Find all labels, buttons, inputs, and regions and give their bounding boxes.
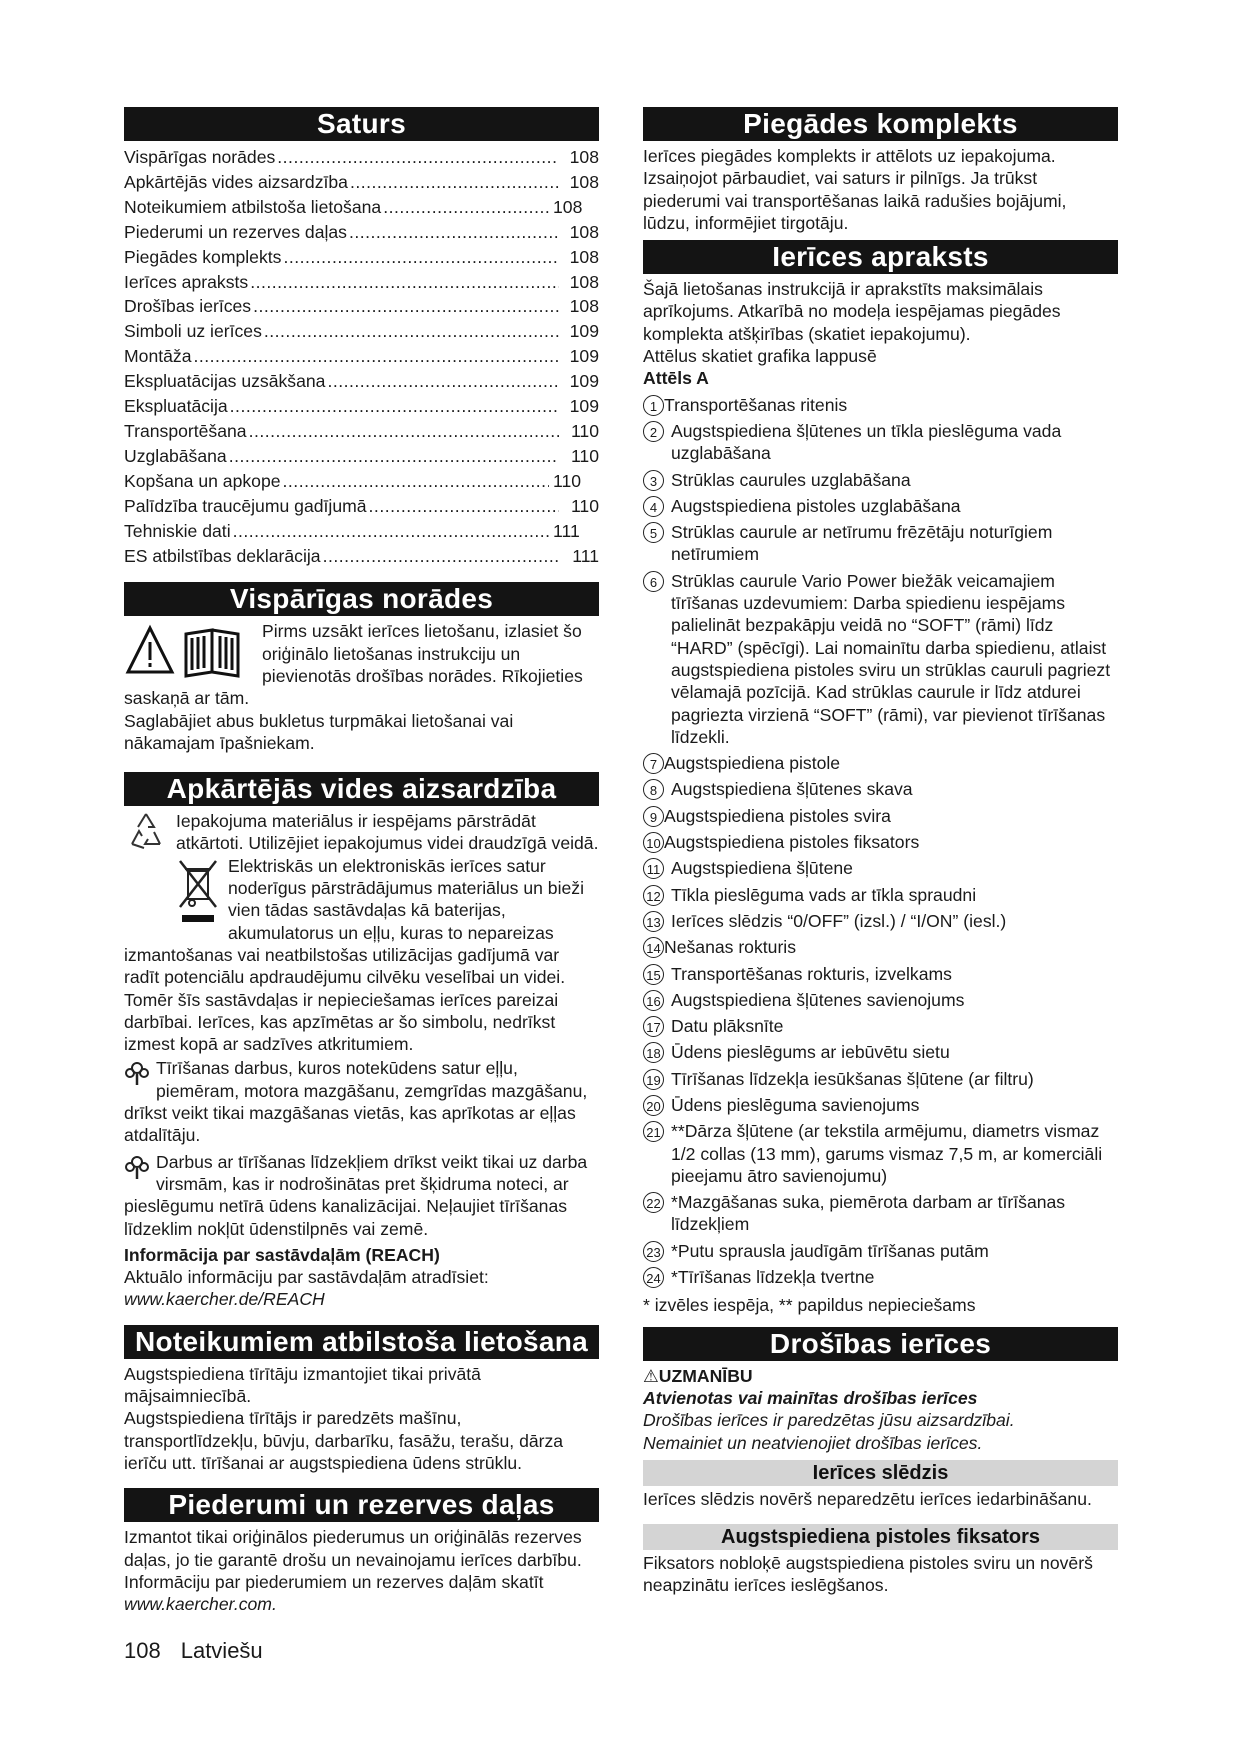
- toc-entry-label: Kopšana un apkope: [124, 470, 281, 491]
- toc-leader-dots: [249, 419, 559, 444]
- left-column: [124, 107, 599, 1615]
- item-number-badge: 1: [643, 395, 664, 416]
- lock-text: Fiksators nobloķē augstspiediena pistoles sviru un novērš neapzinātu ierīces ieslēgšanos.: [643, 1553, 1093, 1596]
- component-list-item: [643, 1094, 1118, 1116]
- figure-label: Attēls A: [643, 368, 709, 389]
- item-number-badge: 21: [643, 1121, 664, 1142]
- toc-entry-label: Montāža: [124, 346, 192, 367]
- lock-heading: Augstspiediena pistoles fiksators: [643, 1524, 1118, 1550]
- component-list-item: [643, 910, 1118, 932]
- item-number-badge: 4: [643, 496, 664, 517]
- reach-title: Informācija par sastāvdaļām (REACH): [124, 1244, 440, 1265]
- toc-entry-page: 110: [570, 420, 599, 441]
- accessories-text-1: Izmantot tikai oriģinālos piederumus un oriģinālās rezerves daļas, jo tie garantē drošu un nevainojamu ierīces darbību.: [124, 1527, 582, 1570]
- caution-text: UZMANĪBU: [658, 1365, 753, 1386]
- item-text: Datu plāksnīte: [671, 1016, 784, 1037]
- item-number-badge: 15: [643, 964, 664, 985]
- toc-entry-page: 110: [570, 495, 599, 516]
- toc-heading: Saturs: [124, 107, 599, 141]
- item-text: Ūdens pieslēgums ar iebūvētu sietu: [671, 1042, 950, 1063]
- accessories-heading: Piederumi un rezerves daļas: [124, 1488, 599, 1522]
- item-number-badge: 12: [643, 885, 664, 906]
- description-heading: Ierīces apraksts: [643, 240, 1118, 274]
- weee-block: [124, 855, 599, 1056]
- component-list-item: [643, 1191, 1118, 1236]
- component-list-item: [643, 1015, 1118, 1037]
- environment-info-icon: [124, 1059, 150, 1092]
- component-list-item: [643, 884, 1118, 906]
- item-number-badge: 18: [643, 1042, 664, 1063]
- toc-entry-page: 110: [570, 445, 599, 466]
- item-text: Augstspiediena pistoles fiksators: [664, 832, 920, 853]
- toc-entry-label: Ekspluatācijas uzsākšana: [124, 371, 326, 392]
- page-footer: [124, 1638, 263, 1664]
- toc-entry-label: Palīdzība traucējumu gadījumā: [124, 495, 367, 516]
- item-number-badge: 23: [643, 1241, 664, 1262]
- reach-text: Aktuālo informāciju par sastāvdaļām atradīsiet:: [124, 1267, 489, 1288]
- toc-entry-label: Uzglabāšana: [124, 445, 227, 466]
- warning-text-2: Nemainiet un neatvienojiet drošības ierīces.: [643, 1432, 983, 1453]
- table-of-contents: [124, 145, 599, 568]
- toc-leader-dots: [229, 444, 559, 469]
- component-list: [643, 394, 1118, 1289]
- item-number-badge: 17: [643, 1016, 664, 1037]
- item-number-badge: 10: [643, 832, 664, 853]
- item-number-badge: 16: [643, 990, 664, 1011]
- toc-leader-dots: [369, 494, 559, 519]
- toc-entry[interactable]: [124, 544, 599, 569]
- toc-leader-dots: [253, 294, 559, 319]
- item-number-badge: 14: [643, 937, 664, 958]
- component-list-item: [643, 936, 1118, 958]
- item-text: Ūdens pieslēguma savienojums: [671, 1094, 920, 1115]
- toc-entry-page: 108: [569, 171, 599, 192]
- item-text: Augstspiediena pistole: [664, 753, 841, 774]
- footnote: * izvēles iespēja, ** papildus nepieciešams: [643, 1295, 976, 1316]
- safety-heading: Drošības ierīces: [643, 1327, 1118, 1361]
- toc-leader-dots: [383, 195, 549, 220]
- component-list-item: [643, 805, 1118, 827]
- toc-entry[interactable]: [124, 145, 599, 170]
- component-list-item: [643, 1068, 1118, 1090]
- environment-section: [124, 810, 599, 1311]
- toc-entry[interactable]: [124, 245, 599, 270]
- switch-heading: Ierīces slēdzis: [643, 1460, 1118, 1486]
- item-number-badge: 22: [643, 1192, 664, 1213]
- toc-entry-label: Tehniskie dati: [124, 520, 231, 541]
- warning-title: Atvienotas vai mainītas drošības ierīces: [643, 1387, 978, 1408]
- toc-entry-page: 109: [569, 321, 599, 342]
- component-list-item: [643, 570, 1118, 748]
- item-text: Strūklas caurule ar netīrumu frēzētāju noturīgiem netīrumiem: [671, 522, 1053, 565]
- recycling-icon: [124, 810, 168, 857]
- oil-text: Tīrīšanas darbus, kuros notekūdens satur eļļu, piemēram, motora mazgāšanu, zemgrīdas mazgāšanu, drīkst veikt tikai mazgāšanas vietās, kas aprīkotas ar eļļas atdalītāju.: [124, 1058, 588, 1146]
- item-text: Tīkla pieslēguma vads ar tīkla spraudni: [671, 884, 977, 905]
- toc-leader-dots: [230, 394, 559, 419]
- item-text: Augstspiediena šļūtene: [671, 858, 853, 879]
- toc-entry-page: 108: [569, 271, 599, 292]
- toc-entry-page: 110: [553, 470, 582, 491]
- environment-heading: Apkārtējās vides aizsardzība: [124, 772, 599, 806]
- toc-entry[interactable]: [124, 270, 599, 295]
- component-list-item: [643, 778, 1118, 800]
- toc-entry[interactable]: [124, 294, 599, 319]
- cleaner-block: [124, 1151, 599, 1240]
- item-text: Strūklas caurules uzglabāšana: [671, 469, 911, 490]
- item-number-badge: 5: [643, 522, 664, 543]
- weee-text: Elektriskās un elektroniskās ierīces satur noderīgus pārstrādājumus materiālus un bieži vien tādas sastāvdaļas kā baterijas, akumulatorus un eļļu, kuras to nepareizas izmantošanas vai neatbilstošas utilizācijas gadījumā var radīt potenciālu apdraudējumu cilvēku veselībai un videi. Tomēr šīs sastāvdaļas ir nepieciešamas ierīces pareizai darbībai. Ierīces, kas apzīmētas ar šo simbolu, nedrīkst izmest kopā ar sadzīves atkritumiem.: [124, 855, 584, 1055]
- toc-leader-dots: [250, 270, 559, 295]
- component-list-item: [643, 1120, 1118, 1187]
- warning-text-1: Drošības ierīces ir paredzētas jūsu aizsardzībai.: [643, 1410, 1015, 1431]
- toc-entry-label: Piederumi un rezerves daļas: [124, 221, 347, 242]
- item-number-badge: 19: [643, 1069, 664, 1090]
- component-list-item: [643, 1240, 1118, 1262]
- page-number: 108: [124, 1638, 161, 1663]
- toc-entry[interactable]: [124, 394, 599, 419]
- delivery-text: Ierīces piegādes komplekts ir attēlots uz iepakojuma. Izsaiņojot pārbaudiet, vai saturs ir pilnīgs. Ja trūkst piederumi vai transportēšanas laikā radušies bojājumi, lūdzu, informējiet tirgotāju.: [643, 146, 1067, 233]
- component-list-item: [643, 469, 1118, 491]
- item-text: Transportēšanas rokturis, izvelkams: [671, 963, 952, 984]
- toc-entry-page: 108: [569, 147, 599, 167]
- component-list-item: [643, 831, 1118, 853]
- component-list-item: [643, 963, 1118, 985]
- item-text: Transportēšanas ritenis: [664, 394, 848, 415]
- reach-link[interactable]: www.kaercher.de/REACH: [124, 1289, 325, 1310]
- item-number-badge: 20: [643, 1095, 664, 1116]
- general-text-2: Saglabājiet abus bukletus turpmākai lietošanai vai nākamajam īpašniekam.: [124, 710, 514, 753]
- toc-entry[interactable]: [124, 344, 599, 369]
- item-text: Ierīces slēdzis “0/OFF” (izsl.) / “I/ON” (iesl.): [671, 910, 1007, 931]
- component-list-item: [643, 752, 1118, 774]
- item-number-badge: 13: [643, 911, 664, 932]
- component-list-item: [643, 1041, 1118, 1063]
- general-text-1: Pirms uzsākt ierīces lietošanu, izlasiet šo oriģinālo lietošanas instrukciju un pievienotās drošības norādes. Rīkojieties saskaņā ar tām.: [124, 621, 583, 709]
- recycle-text: Iepakojuma materiālus ir iespējams pārstrādāt atkārtoti. Utilizējiet iepakojumus videi draudzīgā veidā.: [176, 811, 599, 854]
- toc-leader-dots: [233, 519, 549, 544]
- toc-entry-label: Ekspluatācija: [124, 396, 228, 417]
- accessories-text-2: Informāciju par piederumiem un rezerves daļām skatīt: [124, 1571, 544, 1592]
- toc-leader-dots: [264, 319, 559, 344]
- toc-leader-dots: [349, 220, 559, 245]
- toc-entry[interactable]: [124, 419, 599, 444]
- toc-entry[interactable]: [124, 319, 599, 344]
- right-column: [643, 107, 1118, 1597]
- intended-use-heading: Noteikumiem atbilstoša lietošana: [124, 1325, 599, 1359]
- item-text: *Mazgāšanas suka, piemērota darbam ar tīrīšanas līdzekļiem: [671, 1192, 1066, 1235]
- environment-info-icon: [124, 1153, 150, 1186]
- toc-entry-page: 108: [553, 196, 583, 217]
- item-number-badge: 11: [643, 858, 664, 879]
- toc-leader-dots: [350, 170, 559, 195]
- toc-entry-label: Ierīces apraksts: [124, 271, 249, 292]
- toc-entry-label: Simboli uz ierīces: [124, 321, 262, 342]
- toc-entry[interactable]: [124, 469, 599, 494]
- component-list-item: [643, 394, 1118, 416]
- toc-entry[interactable]: [124, 170, 599, 195]
- item-text: *Putu sprausla jaudīgām tīrīšanas putām: [671, 1240, 989, 1261]
- item-text: Augstspiediena šļūtenes savienojums: [671, 989, 965, 1010]
- toc-entry-page: 109: [569, 346, 599, 367]
- toc-entry-page: 109: [569, 371, 599, 392]
- switch-text: Ierīces slēdzis novērš neparedzētu ierīces iedarbināšanu.: [643, 1488, 1092, 1509]
- item-text: *Tīrīšanas līdzekļa tvertne: [671, 1267, 875, 1288]
- item-text: Augstspiediena pistoles uzglabāšana: [671, 495, 961, 516]
- toc-entry-page: 109: [569, 396, 599, 417]
- warning-manual-icon: [124, 622, 252, 683]
- caution-label: [643, 1365, 1118, 1387]
- caution-icon: ⚠: [643, 1365, 659, 1386]
- component-list-item: [643, 1266, 1118, 1288]
- toc-entry[interactable]: [124, 195, 599, 220]
- toc-leader-dots: [327, 369, 559, 394]
- item-text: Strūklas caurule Vario Power biežāk veicamajiem tīrīšanas uzdevumiem: Darba spiedienu iespējams palielināt bezpakāpju veidā no “SOFT” (rāmi) līdz “HARD” (spēcīgi). Lai nomainītu darba spiedienu, atlaist augstspiediena pistoles sviru un strūklas cauruli pagriezt vēlamajā pozīcijā. Kad strūklas caurule ir līdz atdurei pagriezta virzienā “SOFT” (rāmi), var pievienot tīrīšanas līdzekli.: [671, 570, 1111, 747]
- component-list-item: [643, 989, 1118, 1011]
- cleaner-text: Darbus ar tīrīšanas līdzekļiem drīkst veikt tikai uz darba virsmām, kas ir nodrošinātas pret šķidruma noteci, ar pieslēgumu netīrā ūdens kanalizācijai. Neļaujiet tīrīšanas līdzeklim nokļūt ūdenstilpnēs vai zemē.: [124, 1151, 588, 1239]
- item-number-badge: 6: [643, 571, 664, 592]
- item-number-badge: 24: [643, 1267, 664, 1288]
- toc-entry-page: 108: [569, 246, 599, 267]
- oil-block: [124, 1057, 599, 1146]
- toc-leader-dots: [283, 469, 549, 494]
- toc-entry-page: 108: [569, 296, 599, 317]
- accessories-link[interactable]: www.kaercher.com.: [124, 1594, 277, 1615]
- toc-entry-label: ES atbilstības deklarācija: [124, 545, 321, 566]
- item-number-badge: 3: [643, 470, 664, 491]
- toc-entry-page: 111: [572, 545, 599, 566]
- item-text: Tīrīšanas līdzekļa iesūkšanas šļūtene (ar filtru): [671, 1068, 1034, 1089]
- item-number-badge: 7: [643, 753, 664, 774]
- toc-entry-page: 108: [569, 221, 599, 242]
- toc-entry[interactable]: [124, 220, 599, 245]
- description-text-2: Attēlus skatiet grafika lappusē: [643, 346, 877, 367]
- toc-entry[interactable]: [124, 369, 599, 394]
- toc-entry-label: Noteikumiem atbilstoša lietošana: [124, 196, 382, 217]
- general-heading: Vispārīgas norādes: [124, 582, 599, 616]
- recycle-block: [124, 810, 599, 855]
- toc-entry-page: 111: [553, 520, 580, 541]
- item-text: **Dārza šļūtene (ar tekstila armējumu, diametrs vismaz 1/2 collas (13 mm), garums vismaz 7,5 m, ar komerciāli pieejamu ātro savienojumu): [671, 1121, 1103, 1186]
- toc-entry-label: Apkārtējās vides aizsardzība: [124, 171, 348, 192]
- component-list-item: [643, 857, 1118, 879]
- item-number-badge: 2: [643, 421, 664, 442]
- intended-text-1: Augstspiediena tīrītāju izmantojiet tikai privātā mājsaimniecībā.: [124, 1363, 481, 1407]
- crossed-bin-icon: [176, 857, 220, 932]
- item-text: Nešanas rokturis: [664, 937, 797, 958]
- toc-entry-label: Transportēšana: [124, 420, 247, 441]
- toc-entry[interactable]: [124, 444, 599, 469]
- footer-language: Latviešu: [180, 1638, 263, 1663]
- toc-entry-label: Piegādes komplekts: [124, 246, 282, 267]
- toc-entry[interactable]: [124, 519, 599, 544]
- item-text: Augstspiediena pistoles svira: [664, 805, 891, 826]
- delivery-heading: Piegādes komplekts: [643, 107, 1118, 141]
- general-section: [124, 620, 599, 754]
- item-number-badge: 8: [643, 779, 664, 800]
- toc-leader-dots: [283, 245, 559, 270]
- component-list-item: [643, 521, 1118, 566]
- component-list-item: [643, 420, 1118, 465]
- toc-leader-dots: [323, 544, 559, 569]
- toc-entry[interactable]: [124, 494, 599, 519]
- item-text: Augstspiediena šļūtenes un tīkla pieslēguma vada uzglabāšana: [671, 420, 1062, 464]
- intended-text-2: Augstspiediena tīrītājs ir paredzēts mašīnu, transportlīdzekļu, būvju, darbarīku, fasāžu, terašu, dārza ierīču utt. tīrīšanai ar augstspiediena ūdens strūklu.: [124, 1408, 564, 1473]
- toc-leader-dots: [277, 145, 559, 170]
- description-text-1: Šajā lietošanas instrukcijā ir aprakstīts maksimālais aprīkojums. Atkarībā no modeļa iespējamas piegādes komplekta atšķirības (skatiet iepakojumu).: [643, 279, 1061, 344]
- toc-entry-label: Vispārīgas norādes: [124, 147, 276, 167]
- item-text: Augstspiediena šļūtenes skava: [671, 779, 913, 800]
- component-list-item: [643, 495, 1118, 517]
- item-number-badge: 9: [643, 806, 664, 827]
- toc-leader-dots: [193, 344, 559, 369]
- toc-entry-label: Drošības ierīces: [124, 296, 252, 317]
